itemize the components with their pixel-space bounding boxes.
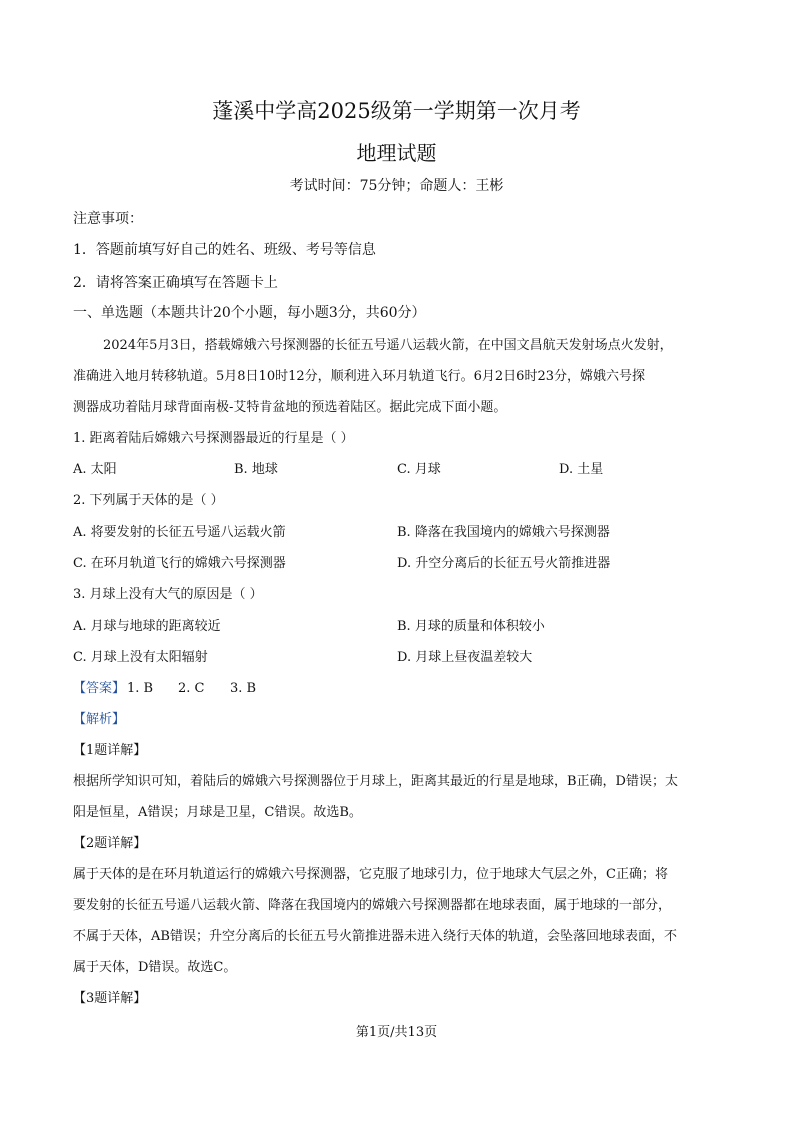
option: D. 月球上昼夜温差较大 (397, 650, 533, 665)
answer-item: 3. B (230, 681, 257, 696)
option: A. 太阳 (73, 462, 117, 477)
notice-title: 注意事项： (73, 211, 143, 227)
notice-item: 2．请将答案正确填写在答题卡上 (73, 275, 278, 291)
option: B. 月球的质量和体积较小 (397, 619, 545, 634)
option: B. 降落在我国境内的嫦娥六号探测器 (397, 525, 610, 540)
option: A. 月球与地球的距离较近 (73, 619, 221, 634)
question-stem: 2. 下列属于天体的是（ ） (73, 493, 224, 508)
analysis-label: 【解析】 (73, 712, 126, 727)
option: A. 将要发射的长征五号遥八运载火箭 (73, 525, 286, 540)
detail-title: 【3题详解】 (73, 991, 147, 1006)
option: C. 在环月轨道飞行的嫦娥六号探测器 (73, 556, 286, 571)
detail-title: 【1题详解】 (73, 743, 147, 758)
option: D. 土星 (559, 462, 604, 477)
passage-line: 准确进入地月转移轨道。5月8日10时12分，顺利进入环月轨道飞行。6月2日6时23分，嫦娥六号探 (73, 369, 645, 384)
answer-item: 2. C (178, 681, 205, 696)
question-stem: 3. 月球上没有大气的原因是（ ） (73, 587, 263, 602)
exam-meta: 考试时间：75分钟；命题人：王彬 (289, 178, 504, 194)
subject-title: 地理试题 (356, 141, 437, 165)
question-stem: 1. 距离着陆后嫦娥六号探测器最近的行星是（ ） (73, 431, 354, 446)
option: C. 月球 (397, 462, 441, 477)
detail-line: 属于天体，D错误。故选C。 (73, 960, 237, 975)
answer-item: 1. B (127, 681, 154, 696)
exam-title: 蓬溪中学高2025级第一学期第一次月考 (212, 99, 581, 123)
detail-title: 【2题详解】 (73, 836, 147, 851)
notice-item: 1．答题前填写好自己的姓名、班级、考号等信息 (73, 242, 376, 258)
option: D. 升空分离后的长征五号火箭推进器 (397, 556, 611, 571)
detail-line: 要发射的长征五号遥八运载火箭、降落在我国境内的嫦娥六号探测器都在地球表面，属于地球的一部分， (73, 898, 672, 913)
answer-label: 【答案】 (73, 681, 126, 696)
detail-line: 阳是恒星，A错误；月球是卫星，C错误。故选B。 (73, 805, 362, 820)
passage-line: 测器成功着陆月球背面南极-艾特肯盆地的预选着陆区。据此完成下面小题。 (73, 400, 507, 415)
section-heading: 一、单选题（本题共计20个小题，每小题3分，共60分） (73, 305, 426, 321)
detail-line: 根据所学知识可知，着陆后的嫦娥六号探测器位于月球上，距离其最近的行星是地球，B正确，D错误；太 (73, 774, 678, 789)
option: B. 地球 (234, 462, 278, 477)
option: C. 月球上没有太阳辐射 (73, 650, 208, 665)
passage-line: 2024年5月3日，搭载嫦娥六号探测器的长征五号遥八运载火箭，在中国文昌航天发射场点火发射， (103, 338, 673, 353)
detail-line: 属于天体的是在环月轨道运行的嫦娥六号探测器，它克服了地球引力，位于地球大气层之外，C正确；将 (73, 867, 668, 882)
page-number: 第1页/共13页 (355, 1025, 438, 1040)
detail-line: 不属于天体，AB错误；升空分离后的长征五号火箭推进器未进入绕行天体的轨道，会坠落回地球表面，不 (73, 929, 677, 944)
